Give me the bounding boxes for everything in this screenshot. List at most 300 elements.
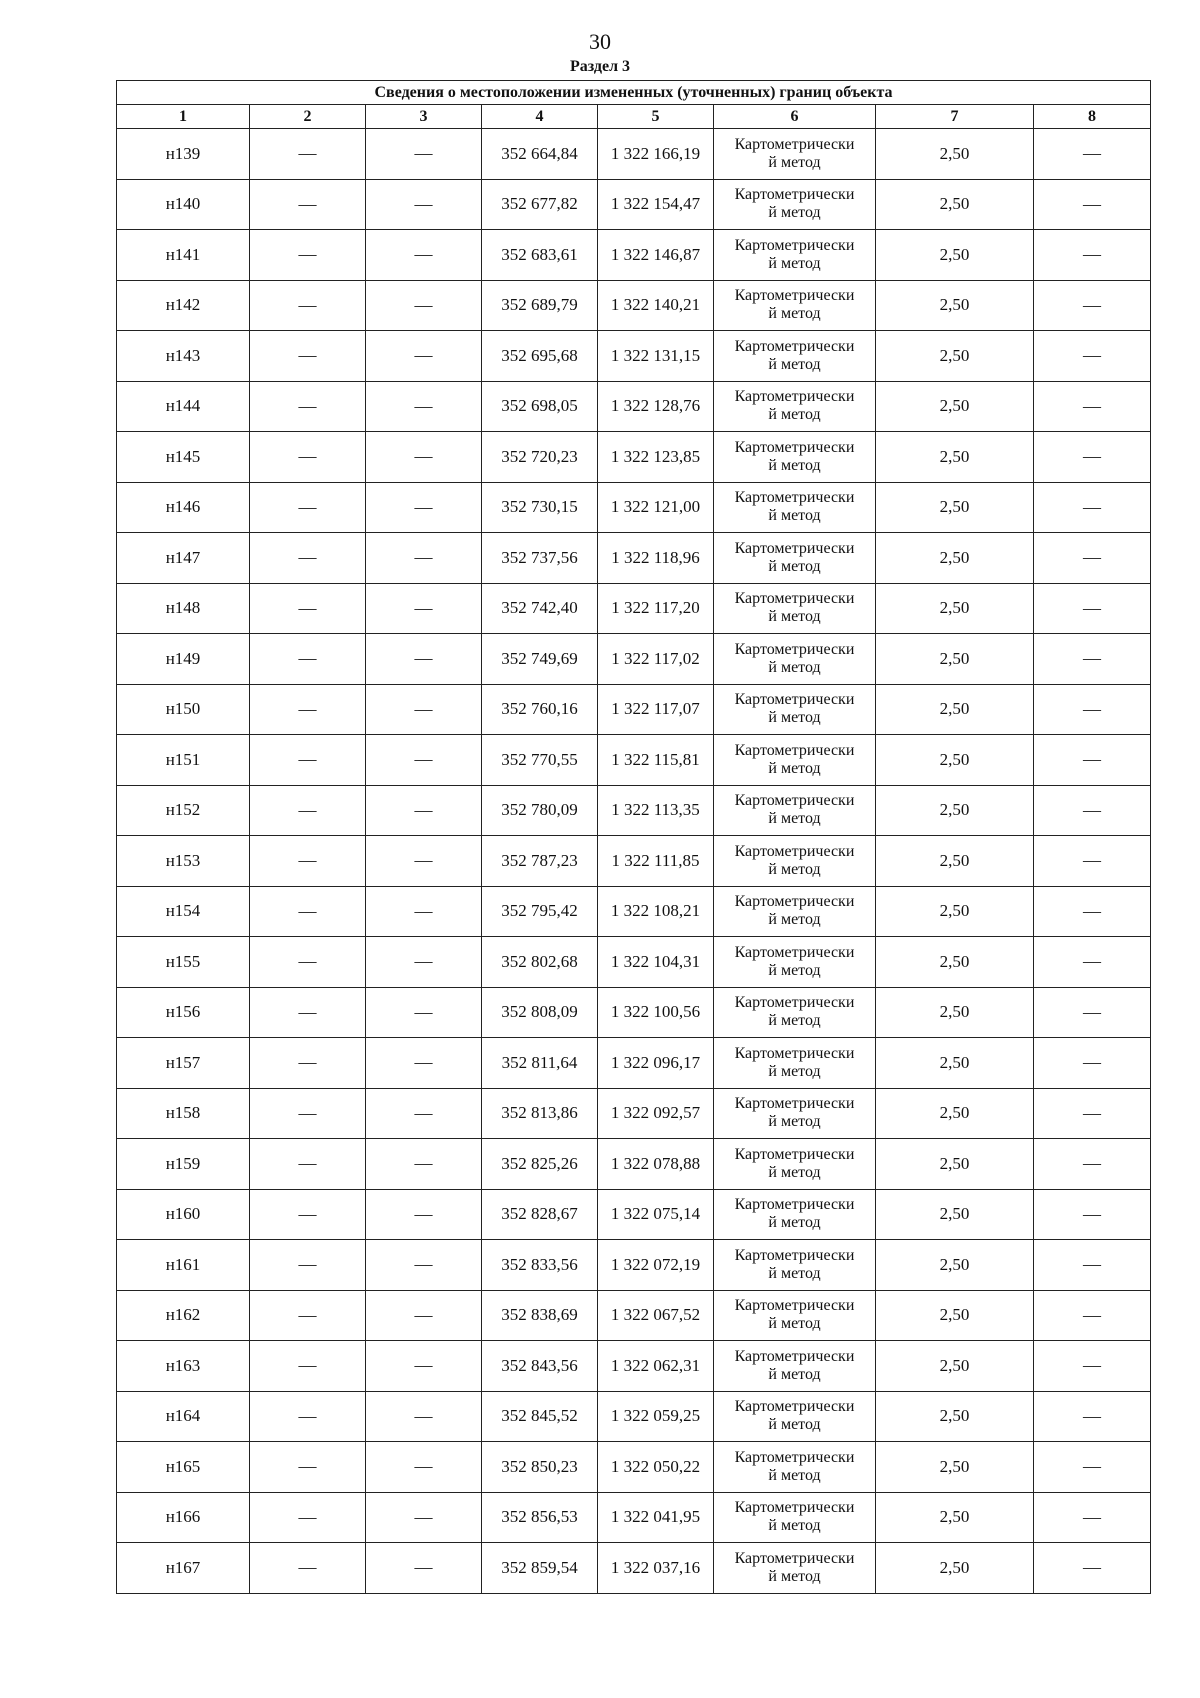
table-row bbox=[117, 1139, 1151, 1190]
point-name-cell: н148 bbox=[117, 583, 250, 634]
column-3-cell: — bbox=[366, 1442, 482, 1493]
accuracy-cell: 2,50 bbox=[876, 785, 1034, 836]
table-row bbox=[117, 785, 1151, 836]
point-name-cell: н165 bbox=[117, 1442, 250, 1493]
accuracy-cell: 2,50 bbox=[876, 886, 1034, 937]
column-number-1: 1 bbox=[117, 105, 250, 129]
point-name-cell: н145 bbox=[117, 432, 250, 483]
accuracy-cell: 2,50 bbox=[876, 1038, 1034, 1089]
column-8-cell: — bbox=[1034, 533, 1151, 584]
point-name-cell: н164 bbox=[117, 1391, 250, 1442]
method-cell bbox=[714, 1290, 876, 1341]
point-name-cell: н151 bbox=[117, 735, 250, 786]
table-caption: Сведения о местоположении измененных (уточненных) границ объекта bbox=[117, 81, 1151, 105]
method-text-line-2: й метод bbox=[768, 1113, 821, 1131]
method-text-line-1: Картометрически bbox=[734, 438, 855, 456]
column-3-cell: — bbox=[366, 1189, 482, 1240]
table-row bbox=[117, 1189, 1151, 1240]
column-8-cell: — bbox=[1034, 1442, 1151, 1493]
y-coordinate-cell: 1 322 075,14 bbox=[598, 1189, 714, 1240]
column-3-cell: — bbox=[366, 482, 482, 533]
accuracy-cell: 2,50 bbox=[876, 482, 1034, 533]
x-coordinate-cell: 352 825,26 bbox=[482, 1139, 598, 1190]
point-name-cell: н161 bbox=[117, 1240, 250, 1291]
y-coordinate-cell: 1 322 118,96 bbox=[598, 533, 714, 584]
column-3-cell: — bbox=[366, 684, 482, 735]
column-8-cell: — bbox=[1034, 1341, 1151, 1392]
accuracy-cell: 2,50 bbox=[876, 1492, 1034, 1543]
method-cell bbox=[714, 987, 876, 1038]
column-2-cell: — bbox=[250, 1189, 366, 1240]
method-cell bbox=[714, 1391, 876, 1442]
x-coordinate-cell: 352 770,55 bbox=[482, 735, 598, 786]
method-text-line-1: Картометрически bbox=[734, 236, 855, 254]
column-2-cell: — bbox=[250, 1240, 366, 1291]
column-number-5: 5 bbox=[598, 105, 714, 129]
method-cell bbox=[714, 129, 876, 180]
method-text-line-2: й метод bbox=[768, 658, 821, 676]
table-caption-row bbox=[117, 81, 1151, 105]
method-cell bbox=[714, 280, 876, 331]
column-8-cell: — bbox=[1034, 735, 1151, 786]
point-name-cell: н157 bbox=[117, 1038, 250, 1089]
accuracy-cell: 2,50 bbox=[876, 1240, 1034, 1291]
column-2-cell: — bbox=[250, 1290, 366, 1341]
table-row bbox=[117, 583, 1151, 634]
point-name-cell: н166 bbox=[117, 1492, 250, 1543]
method-text-line-2: й метод bbox=[768, 204, 821, 222]
column-2-cell: — bbox=[250, 381, 366, 432]
method-text-line-1: Картометрически bbox=[734, 337, 855, 355]
point-name-cell: н154 bbox=[117, 886, 250, 937]
method-text-line-2: й метод bbox=[768, 608, 821, 626]
table-row bbox=[117, 1240, 1151, 1291]
column-2-cell: — bbox=[250, 735, 366, 786]
column-2-cell: — bbox=[250, 634, 366, 685]
method-cell bbox=[714, 937, 876, 988]
accuracy-cell: 2,50 bbox=[876, 987, 1034, 1038]
table-row bbox=[117, 735, 1151, 786]
accuracy-cell: 2,50 bbox=[876, 432, 1034, 483]
column-3-cell: — bbox=[366, 331, 482, 382]
point-name-cell: н144 bbox=[117, 381, 250, 432]
accuracy-cell: 2,50 bbox=[876, 735, 1034, 786]
method-text-line-2: й метод bbox=[768, 1466, 821, 1484]
accuracy-cell: 2,50 bbox=[876, 129, 1034, 180]
method-text-line-2: й метод bbox=[768, 456, 821, 474]
column-8-cell: — bbox=[1034, 1492, 1151, 1543]
point-name-cell: н163 bbox=[117, 1341, 250, 1392]
y-coordinate-cell: 1 322 117,02 bbox=[598, 634, 714, 685]
column-8-cell: — bbox=[1034, 634, 1151, 685]
column-2-cell: — bbox=[250, 533, 366, 584]
method-cell bbox=[714, 1442, 876, 1493]
column-2-cell: — bbox=[250, 432, 366, 483]
table-row bbox=[117, 1088, 1151, 1139]
accuracy-cell: 2,50 bbox=[876, 937, 1034, 988]
method-text-line-1: Картометрически bbox=[734, 1095, 855, 1113]
accuracy-cell: 2,50 bbox=[876, 1391, 1034, 1442]
column-3-cell: — bbox=[366, 129, 482, 180]
table-row bbox=[117, 1391, 1151, 1442]
column-8-cell: — bbox=[1034, 129, 1151, 180]
accuracy-cell: 2,50 bbox=[876, 1139, 1034, 1190]
column-2-cell: — bbox=[250, 1088, 366, 1139]
point-name-cell: н159 bbox=[117, 1139, 250, 1190]
y-coordinate-cell: 1 322 146,87 bbox=[598, 230, 714, 281]
method-cell bbox=[714, 886, 876, 937]
x-coordinate-cell: 352 760,16 bbox=[482, 684, 598, 735]
point-name-cell: н162 bbox=[117, 1290, 250, 1341]
point-name-cell: н155 bbox=[117, 937, 250, 988]
x-coordinate-cell: 352 749,69 bbox=[482, 634, 598, 685]
x-coordinate-cell: 352 698,05 bbox=[482, 381, 598, 432]
column-8-cell: — bbox=[1034, 280, 1151, 331]
method-text-line-1: Картометрически bbox=[734, 994, 855, 1012]
accuracy-cell: 2,50 bbox=[876, 1189, 1034, 1240]
point-name-cell: н152 bbox=[117, 785, 250, 836]
y-coordinate-cell: 1 322 128,76 bbox=[598, 381, 714, 432]
column-3-cell: — bbox=[366, 1038, 482, 1089]
table-row bbox=[117, 230, 1151, 281]
method-text-line-2: й метод bbox=[768, 355, 821, 373]
method-text-line-1: Картометрически bbox=[734, 186, 855, 204]
y-coordinate-cell: 1 322 092,57 bbox=[598, 1088, 714, 1139]
y-coordinate-cell: 1 322 121,00 bbox=[598, 482, 714, 533]
method-cell bbox=[714, 1139, 876, 1190]
method-text-line-1: Картометрически bbox=[734, 1448, 855, 1466]
y-coordinate-cell: 1 322 115,81 bbox=[598, 735, 714, 786]
y-coordinate-cell: 1 322 072,19 bbox=[598, 1240, 714, 1291]
column-2-cell: — bbox=[250, 1543, 366, 1594]
y-coordinate-cell: 1 322 041,95 bbox=[598, 1492, 714, 1543]
method-text-line-1: Картометрически bbox=[734, 640, 855, 658]
table-row bbox=[117, 684, 1151, 735]
table-row bbox=[117, 280, 1151, 331]
column-3-cell: — bbox=[366, 886, 482, 937]
point-name-cell: н150 bbox=[117, 684, 250, 735]
column-3-cell: — bbox=[366, 1391, 482, 1442]
accuracy-cell: 2,50 bbox=[876, 179, 1034, 230]
column-2-cell: — bbox=[250, 886, 366, 937]
method-cell bbox=[714, 331, 876, 382]
method-cell bbox=[714, 735, 876, 786]
method-cell bbox=[714, 1038, 876, 1089]
table-row bbox=[117, 129, 1151, 180]
x-coordinate-cell: 352 737,56 bbox=[482, 533, 598, 584]
column-3-cell: — bbox=[366, 1492, 482, 1543]
column-8-cell: — bbox=[1034, 583, 1151, 634]
column-3-cell: — bbox=[366, 987, 482, 1038]
method-text-line-1: Картометрически bbox=[734, 1246, 855, 1264]
method-cell bbox=[714, 230, 876, 281]
column-8-cell: — bbox=[1034, 1290, 1151, 1341]
x-coordinate-cell: 352 859,54 bbox=[482, 1543, 598, 1594]
method-text-line-1: Картометрически bbox=[734, 489, 855, 507]
accuracy-cell: 2,50 bbox=[876, 1290, 1034, 1341]
column-3-cell: — bbox=[366, 230, 482, 281]
column-8-cell: — bbox=[1034, 836, 1151, 887]
column-number-8: 8 bbox=[1034, 105, 1151, 129]
table-row bbox=[117, 1442, 1151, 1493]
accuracy-cell: 2,50 bbox=[876, 836, 1034, 887]
column-2-cell: — bbox=[250, 1038, 366, 1089]
method-text-line-2: й метод bbox=[768, 1567, 821, 1585]
accuracy-cell: 2,50 bbox=[876, 634, 1034, 685]
x-coordinate-cell: 352 683,61 bbox=[482, 230, 598, 281]
y-coordinate-cell: 1 322 111,85 bbox=[598, 836, 714, 887]
method-cell bbox=[714, 1240, 876, 1291]
x-coordinate-cell: 352 695,68 bbox=[482, 331, 598, 382]
table-row bbox=[117, 1038, 1151, 1089]
table-row bbox=[117, 987, 1151, 1038]
column-8-cell: — bbox=[1034, 482, 1151, 533]
point-name-cell: н146 bbox=[117, 482, 250, 533]
column-3-cell: — bbox=[366, 1290, 482, 1341]
table-row bbox=[117, 937, 1151, 988]
column-2-cell: — bbox=[250, 987, 366, 1038]
point-name-cell: н141 bbox=[117, 230, 250, 281]
accuracy-cell: 2,50 bbox=[876, 1341, 1034, 1392]
method-text-line-1: Картометрически bbox=[734, 539, 855, 557]
method-cell bbox=[714, 1492, 876, 1543]
column-2-cell: — bbox=[250, 937, 366, 988]
column-8-cell: — bbox=[1034, 785, 1151, 836]
x-coordinate-cell: 352 813,86 bbox=[482, 1088, 598, 1139]
table-row bbox=[117, 836, 1151, 887]
method-cell bbox=[714, 684, 876, 735]
column-number-6: 6 bbox=[714, 105, 876, 129]
point-name-cell: н143 bbox=[117, 331, 250, 382]
point-name-cell: н139 bbox=[117, 129, 250, 180]
point-name-cell: н160 bbox=[117, 1189, 250, 1240]
method-cell bbox=[714, 583, 876, 634]
method-text-line-1: Картометрически bbox=[734, 135, 855, 153]
table-row bbox=[117, 1290, 1151, 1341]
table-row bbox=[117, 381, 1151, 432]
column-8-cell: — bbox=[1034, 1139, 1151, 1190]
y-coordinate-cell: 1 322 108,21 bbox=[598, 886, 714, 937]
method-text-line-2: й метод bbox=[768, 1264, 821, 1282]
x-coordinate-cell: 352 742,40 bbox=[482, 583, 598, 634]
method-text-line-1: Картометрически bbox=[734, 1347, 855, 1365]
column-3-cell: — bbox=[366, 1341, 482, 1392]
point-name-cell: н156 bbox=[117, 987, 250, 1038]
x-coordinate-cell: 352 787,23 bbox=[482, 836, 598, 887]
method-text-line-1: Картометрически bbox=[734, 842, 855, 860]
table-row bbox=[117, 179, 1151, 230]
table-row bbox=[117, 1492, 1151, 1543]
method-text-line-2: й метод bbox=[768, 860, 821, 878]
method-text-line-1: Картометрически bbox=[734, 287, 855, 305]
column-8-cell: — bbox=[1034, 1088, 1151, 1139]
column-number-row bbox=[117, 105, 1151, 129]
coordinates-table bbox=[116, 80, 1151, 1594]
method-cell bbox=[714, 482, 876, 533]
y-coordinate-cell: 1 322 067,52 bbox=[598, 1290, 714, 1341]
table-row bbox=[117, 331, 1151, 382]
column-8-cell: — bbox=[1034, 230, 1151, 281]
column-number-2: 2 bbox=[250, 105, 366, 129]
accuracy-cell: 2,50 bbox=[876, 280, 1034, 331]
column-8-cell: — bbox=[1034, 937, 1151, 988]
column-2-cell: — bbox=[250, 1442, 366, 1493]
column-8-cell: — bbox=[1034, 886, 1151, 937]
method-text-line-1: Картометрически bbox=[734, 893, 855, 911]
y-coordinate-cell: 1 322 078,88 bbox=[598, 1139, 714, 1190]
method-text-line-1: Картометрически bbox=[734, 590, 855, 608]
page-number: 30 bbox=[589, 29, 611, 54]
method-text-line-1: Картометрически bbox=[734, 741, 855, 759]
method-cell bbox=[714, 836, 876, 887]
point-name-cell: н167 bbox=[117, 1543, 250, 1594]
y-coordinate-cell: 1 322 117,07 bbox=[598, 684, 714, 735]
column-3-cell: — bbox=[366, 533, 482, 584]
method-text-line-2: й метод bbox=[768, 961, 821, 979]
method-cell bbox=[714, 634, 876, 685]
method-text-line-1: Картометрически bbox=[734, 1297, 855, 1315]
x-coordinate-cell: 352 838,69 bbox=[482, 1290, 598, 1341]
column-8-cell: — bbox=[1034, 684, 1151, 735]
method-text-line-2: й метод bbox=[768, 1012, 821, 1030]
method-text-line-2: й метод bbox=[768, 507, 821, 525]
method-text-line-1: Картометрически bbox=[734, 1398, 855, 1416]
x-coordinate-cell: 352 828,67 bbox=[482, 1189, 598, 1240]
method-text-line-1: Картометрически bbox=[734, 691, 855, 709]
column-8-cell: — bbox=[1034, 432, 1151, 483]
column-2-cell: — bbox=[250, 583, 366, 634]
column-2-cell: — bbox=[250, 179, 366, 230]
y-coordinate-cell: 1 322 100,56 bbox=[598, 987, 714, 1038]
method-text-line-2: й метод bbox=[768, 810, 821, 828]
column-2-cell: — bbox=[250, 331, 366, 382]
x-coordinate-cell: 352 802,68 bbox=[482, 937, 598, 988]
column-3-cell: — bbox=[366, 1240, 482, 1291]
column-2-cell: — bbox=[250, 1492, 366, 1543]
method-text-line-1: Картометрически bbox=[734, 388, 855, 406]
method-text-line-2: й метод bbox=[768, 1163, 821, 1181]
accuracy-cell: 2,50 bbox=[876, 381, 1034, 432]
accuracy-cell: 2,50 bbox=[876, 533, 1034, 584]
column-number-4: 4 bbox=[482, 105, 598, 129]
method-text-line-2: й метод bbox=[768, 1365, 821, 1383]
x-coordinate-cell: 352 808,09 bbox=[482, 987, 598, 1038]
column-3-cell: — bbox=[366, 836, 482, 887]
y-coordinate-cell: 1 322 117,20 bbox=[598, 583, 714, 634]
column-3-cell: — bbox=[366, 785, 482, 836]
x-coordinate-cell: 352 811,64 bbox=[482, 1038, 598, 1089]
column-8-cell: — bbox=[1034, 987, 1151, 1038]
table-row bbox=[117, 482, 1151, 533]
column-3-cell: — bbox=[366, 583, 482, 634]
method-text-line-2: й метод bbox=[768, 1214, 821, 1232]
x-coordinate-cell: 352 833,56 bbox=[482, 1240, 598, 1291]
method-cell bbox=[714, 1088, 876, 1139]
y-coordinate-cell: 1 322 166,19 bbox=[598, 129, 714, 180]
x-coordinate-cell: 352 843,56 bbox=[482, 1341, 598, 1392]
method-text-line-2: й метод bbox=[768, 254, 821, 272]
column-8-cell: — bbox=[1034, 381, 1151, 432]
method-cell bbox=[714, 1543, 876, 1594]
y-coordinate-cell: 1 322 131,15 bbox=[598, 331, 714, 382]
method-text-line-2: й метод bbox=[768, 305, 821, 323]
y-coordinate-cell: 1 322 059,25 bbox=[598, 1391, 714, 1442]
y-coordinate-cell: 1 322 140,21 bbox=[598, 280, 714, 331]
method-text-line-1: Картометрически bbox=[734, 1145, 855, 1163]
table-row bbox=[117, 1543, 1151, 1594]
point-name-cell: н147 bbox=[117, 533, 250, 584]
method-text-line-1: Картометрически bbox=[734, 1044, 855, 1062]
y-coordinate-cell: 1 322 104,31 bbox=[598, 937, 714, 988]
method-text-line-1: Картометрически bbox=[734, 1196, 855, 1214]
y-coordinate-cell: 1 322 050,22 bbox=[598, 1442, 714, 1493]
column-3-cell: — bbox=[366, 179, 482, 230]
column-3-cell: — bbox=[366, 735, 482, 786]
accuracy-cell: 2,50 bbox=[876, 583, 1034, 634]
accuracy-cell: 2,50 bbox=[876, 230, 1034, 281]
method-cell bbox=[714, 1189, 876, 1240]
column-number-7: 7 bbox=[876, 105, 1034, 129]
y-coordinate-cell: 1 322 154,47 bbox=[598, 179, 714, 230]
y-coordinate-cell: 1 322 113,35 bbox=[598, 785, 714, 836]
column-2-cell: — bbox=[250, 1341, 366, 1392]
y-coordinate-cell: 1 322 123,85 bbox=[598, 432, 714, 483]
column-3-cell: — bbox=[366, 280, 482, 331]
method-text-line-2: й метод bbox=[768, 709, 821, 727]
x-coordinate-cell: 352 795,42 bbox=[482, 886, 598, 937]
column-8-cell: — bbox=[1034, 1189, 1151, 1240]
section-title: Раздел 3 bbox=[569, 58, 631, 75]
method-cell bbox=[714, 432, 876, 483]
accuracy-cell: 2,50 bbox=[876, 1088, 1034, 1139]
column-8-cell: — bbox=[1034, 179, 1151, 230]
column-3-cell: — bbox=[366, 1088, 482, 1139]
method-text-line-2: й метод bbox=[768, 759, 821, 777]
column-2-cell: — bbox=[250, 684, 366, 735]
column-8-cell: — bbox=[1034, 1391, 1151, 1442]
accuracy-cell: 2,50 bbox=[876, 684, 1034, 735]
column-2-cell: — bbox=[250, 129, 366, 180]
column-2-cell: — bbox=[250, 785, 366, 836]
accuracy-cell: 2,50 bbox=[876, 331, 1034, 382]
column-2-cell: — bbox=[250, 280, 366, 331]
x-coordinate-cell: 352 720,23 bbox=[482, 432, 598, 483]
column-3-cell: — bbox=[366, 634, 482, 685]
method-text-line-2: й метод bbox=[768, 557, 821, 575]
point-name-cell: н140 bbox=[117, 179, 250, 230]
method-text-line-2: й метод bbox=[768, 1315, 821, 1333]
y-coordinate-cell: 1 322 062,31 bbox=[598, 1341, 714, 1392]
column-3-cell: — bbox=[366, 1139, 482, 1190]
table-row bbox=[117, 886, 1151, 937]
method-text-line-2: й метод bbox=[768, 1062, 821, 1080]
point-name-cell: н149 bbox=[117, 634, 250, 685]
x-coordinate-cell: 352 664,84 bbox=[482, 129, 598, 180]
x-coordinate-cell: 352 689,79 bbox=[482, 280, 598, 331]
method-cell bbox=[714, 1341, 876, 1392]
method-text-line-2: й метод bbox=[768, 406, 821, 424]
point-name-cell: н142 bbox=[117, 280, 250, 331]
column-2-cell: — bbox=[250, 836, 366, 887]
method-text-line-1: Картометрически bbox=[734, 1499, 855, 1517]
table-header bbox=[117, 81, 1151, 129]
column-3-cell: — bbox=[366, 381, 482, 432]
x-coordinate-cell: 352 845,52 bbox=[482, 1391, 598, 1442]
column-8-cell: — bbox=[1034, 1543, 1151, 1594]
x-coordinate-cell: 352 780,09 bbox=[482, 785, 598, 836]
method-cell bbox=[714, 533, 876, 584]
column-2-cell: — bbox=[250, 1391, 366, 1442]
